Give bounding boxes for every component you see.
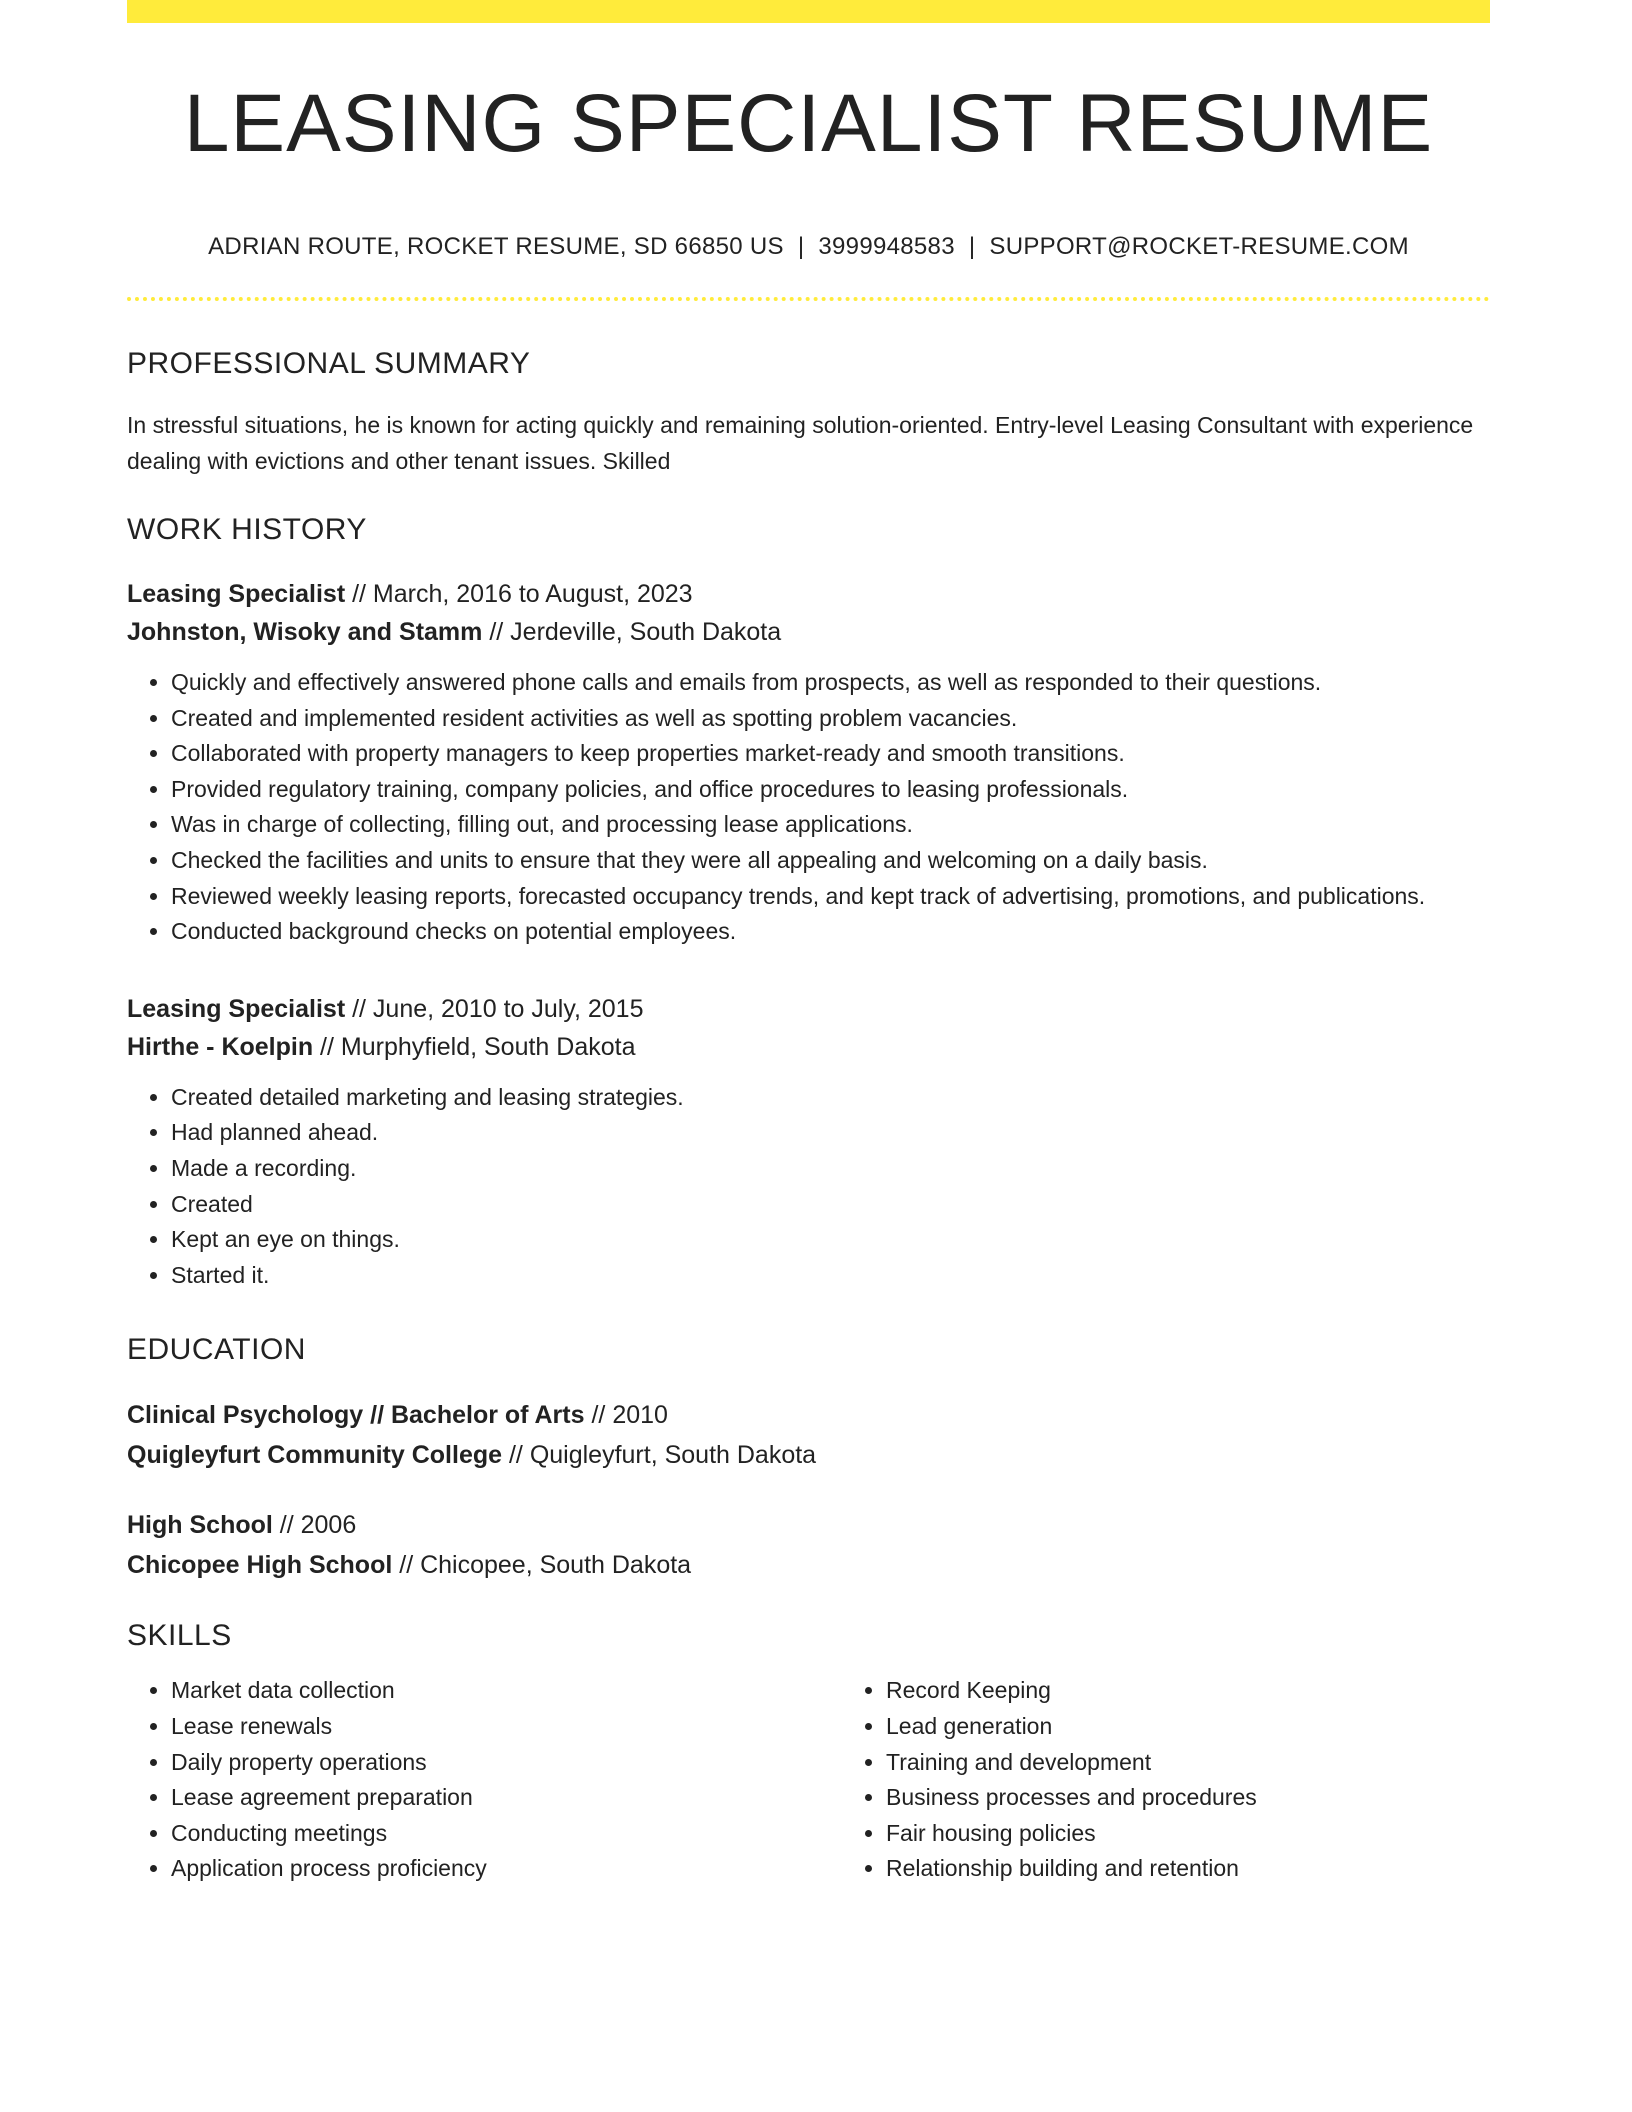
job-bullet: • Checked the facilities and units to ensure that they were all appealing and welcoming on a daily basis. [171, 843, 1490, 879]
skills-heading: SKILLS [127, 1619, 232, 1653]
education-school: Quigleyfurt Community College [127, 1441, 503, 1470]
job-bullet: • Created detailed marketing and leasing strategies. [171, 1080, 1490, 1116]
skill-item: • Lead generation [886, 1709, 1486, 1745]
job-dates: // March, 2016 to August, 2023 [345, 580, 693, 608]
education-school: Chicopee High School [127, 1551, 393, 1580]
job-bullet: • Created [171, 1187, 1490, 1223]
resume-title: LEASING SPECIALIST RESUME [183, 78, 1434, 169]
contact-email: SUPPORT@ROCKET-RESUME.COM [989, 233, 1409, 260]
top-accent-bar [127, 0, 1490, 23]
skill-item: • Fair housing policies [886, 1816, 1486, 1852]
job-bullets [127, 665, 1490, 950]
contact-separator: | [968, 233, 976, 260]
education-degree: Clinical Psychology // Bachelor of Arts [127, 1401, 585, 1430]
education-school-line [127, 1435, 1490, 1475]
contact-address: ADRIAN ROUTE, ROCKET RESUME, SD 66850 US [208, 233, 784, 260]
job-bullet: • Provided regulatory training, company policies, and office procedures to leasing professionals. [171, 772, 1490, 808]
education-entry [127, 1505, 1490, 1585]
education-location: // Chicopee, South Dakota [392, 1551, 692, 1580]
education-year: // 2006 [272, 1511, 357, 1540]
education-degree-line [127, 1505, 1490, 1545]
skill-item: • Application process proficiency [171, 1851, 799, 1887]
resume-page [127, 0, 1490, 1887]
skills-columns [127, 1673, 1490, 1887]
job-company-line [127, 613, 1490, 651]
contact-phone: 3999948583 [818, 233, 955, 260]
education-degree: High School [127, 1511, 273, 1540]
job-title-line [127, 990, 1490, 1028]
job-dates: // June, 2010 to July, 2015 [345, 994, 644, 1023]
education-year: // 2010 [584, 1401, 668, 1430]
job-bullet: • Created and implemented resident activities as well as spotting problem vacancies. [171, 701, 1490, 737]
skill-item: • Relationship building and retention [886, 1851, 1486, 1887]
job-company-line [127, 1028, 1490, 1066]
job-title: Leasing Specialist [127, 580, 346, 608]
header-divider [127, 297, 1490, 301]
job-bullet: • Had planned ahead. [171, 1115, 1490, 1151]
summary-heading: PROFESSIONAL SUMMARY [127, 347, 531, 380]
job-bullet: • Was in charge of collecting, filling out, and processing lease applications. [171, 807, 1490, 843]
job-bullet: • Quickly and effectively answered phone calls and emails from prospects, as well as responded to their questions. [171, 665, 1490, 701]
job-bullet: • Collaborated with property managers to keep properties market-ready and smooth transitions. [171, 736, 1490, 772]
job-title-line [127, 575, 1490, 613]
skill-item: • Lease agreement preparation [171, 1780, 799, 1816]
skill-item: • Lease renewals [171, 1709, 799, 1745]
skill-item: • Record Keeping [886, 1673, 1486, 1709]
job-bullet: • Reviewed weekly leasing reports, forecasted occupancy trends, and kept track of advertising, promotions, and publications. [171, 879, 1490, 915]
job-entry [127, 990, 1490, 1294]
education-degree-line [127, 1395, 1490, 1435]
contact-line [127, 233, 1490, 261]
skill-item: • Daily property operations [171, 1745, 799, 1781]
job-bullet: • Made a recording. [171, 1151, 1490, 1187]
education-entry [127, 1395, 1490, 1475]
contact-separator: | [797, 233, 805, 260]
job-bullet: • Conducted background checks on potential employees. [171, 914, 1490, 950]
job-bullet: • Kept an eye on things. [171, 1222, 1490, 1258]
skill-item: • Business processes and procedures [886, 1780, 1486, 1816]
education-school-line [127, 1545, 1490, 1585]
job-title: Leasing Specialist [127, 994, 346, 1023]
job-location: // Jerdeville, South Dakota [482, 618, 782, 646]
education-location: // Quigleyfurt, South Dakota [502, 1441, 817, 1470]
summary-text: In stressful situations, he is known for acting quickly and remaining solution-oriented. Entry-level Leasing Consultant with experience dealing with evictions and other tenant issues. Skilled [127, 412, 1474, 474]
job-company: Hirthe - Koelpin [127, 1032, 314, 1061]
job-bullets [127, 1080, 1490, 1294]
skill-item: • Market data collection [171, 1673, 799, 1709]
education-heading: EDUCATION [127, 1333, 306, 1367]
skill-item: • Conducting meetings [171, 1816, 799, 1852]
skill-item: • Training and development [886, 1745, 1486, 1781]
job-entry [127, 575, 1490, 950]
job-bullet: • Started it. [171, 1258, 1490, 1294]
work-history-heading: WORK HISTORY [127, 513, 367, 546]
skills-list-right [842, 1673, 1486, 1887]
skills-list-left [127, 1673, 799, 1887]
job-company: Johnston, Wisoky and Stamm [127, 618, 483, 646]
job-location: // Murphyfield, South Dakota [313, 1032, 636, 1061]
